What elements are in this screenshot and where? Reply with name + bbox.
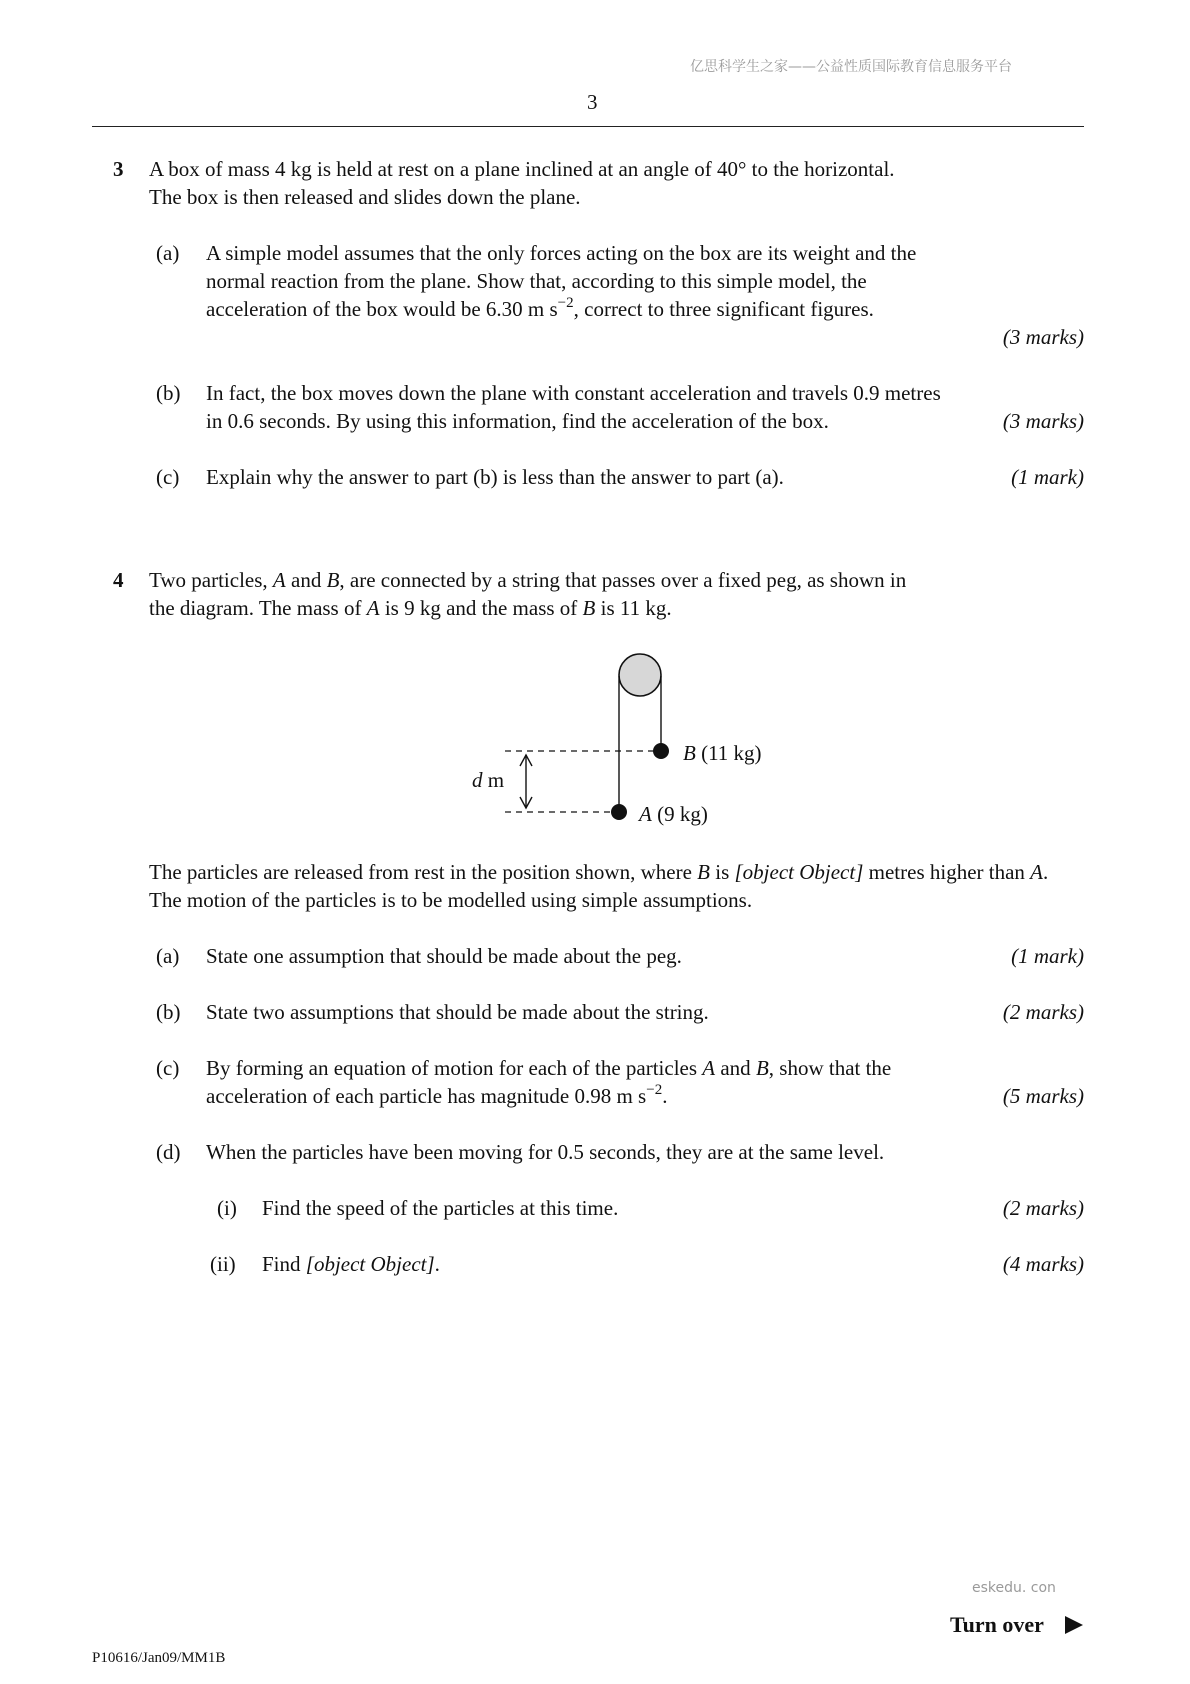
q3a-line3: acceleration of the box would be 6.30 m $s^{-2}$, correct to three significant figures.	[206, 295, 874, 321]
q4dii-marks: (4 marks)	[1002, 1252, 1084, 1276]
q3a-marks: (3 marks)	[1002, 325, 1084, 349]
particle-a	[611, 804, 627, 820]
q4c-line2: acceleration of each particle has magnitude 0.98 m $s^{-2}$.	[206, 1082, 668, 1108]
q3b-line2: in 0.6 seconds. By using this information, find the acceleration of the box.	[206, 409, 829, 433]
q4-after-line2: The motion of the particles is to be modelled using simple assumptions.	[149, 888, 753, 912]
q3b-line1: In fact, the box moves down the plane with constant acceleration and travels 0.9 metres	[206, 381, 941, 405]
q4dii-label: (ii)	[210, 1252, 236, 1276]
q4di-label: (i)	[217, 1196, 237, 1220]
q3b-label: (b)	[156, 381, 181, 405]
diagram-a-label: A (9 kg)	[639, 802, 708, 826]
q4c-line1: By forming an equation of motion for each of the particles A and B, show that the	[206, 1056, 892, 1080]
turn-over-text: Turn over	[950, 1612, 1044, 1637]
page-number: 3	[587, 90, 598, 114]
turn-over-arrow-icon	[1063, 1614, 1085, 1636]
paper-code: P10616/Jan09/MM1B	[92, 1650, 226, 1666]
q4-stem-line2: the diagram. The mass of A is 9 kg and the mass of B is 11 kg.	[149, 596, 672, 620]
q3c-line1: Explain why the answer to part (b) is less than the answer to part (a).	[206, 465, 784, 489]
q4a-marks: (1 mark)	[1011, 944, 1084, 968]
diagram-b-label: B (11 kg)	[683, 741, 762, 765]
q3a-line1: A simple model assumes that the only forces acting on the box are its weight and the	[206, 241, 917, 265]
diagram-d-label: d m	[472, 768, 505, 792]
q4-stem-line1: Two particles, A and B, are connected by a string that passes over a fixed peg, as shown in	[149, 568, 907, 592]
q3-stem-line2: The box is then released and slides down the plane.	[149, 185, 581, 209]
q4d-line1: When the particles have been moving for 0.5 seconds, they are at the same level.	[206, 1140, 885, 1164]
watermark-text: 亿思科学生之家——公益性质国际教育信息服务平台	[690, 59, 1012, 75]
q3a-line2: normal reaction from the plane. Show that, according to this simple model, the	[206, 269, 867, 293]
q4-after-line1: The particles are released from rest in the position shown, where B is [object Object] metres higher than A.	[149, 860, 1049, 884]
q3a-label: (a)	[156, 241, 180, 265]
footer-site-text: eskedu. con	[972, 1580, 1056, 1596]
q4di-text: Find the speed of the particles at this time.	[262, 1196, 619, 1220]
q4di-marks: (2 marks)	[1002, 1196, 1084, 1220]
q3c-marks: (1 mark)	[1011, 465, 1084, 489]
q4c-marks: (5 marks)	[1002, 1084, 1084, 1108]
q4b-line1: State two assumptions that should be made about the string.	[206, 1000, 709, 1024]
peg-circle	[619, 654, 661, 696]
q4b-label: (b)	[156, 1000, 181, 1024]
q4b-marks: (2 marks)	[1002, 1000, 1084, 1024]
q4dii-text: Find [object Object].	[262, 1252, 440, 1276]
q3-stem-line1: A box of mass 4 kg is held at rest on a plane inclined at an angle of 40° to the horizontal.	[149, 157, 895, 181]
question-4-number: 4	[113, 568, 124, 592]
q4d-label: (d)	[156, 1140, 181, 1164]
question-3-number: 3	[113, 157, 124, 181]
particle-b	[653, 743, 669, 759]
q4a-line1: State one assumption that should be made about the peg.	[206, 944, 682, 968]
q3b-marks: (3 marks)	[1002, 409, 1084, 433]
q4c-label: (c)	[156, 1056, 180, 1080]
q4a-label: (a)	[156, 944, 180, 968]
q3c-label: (c)	[156, 465, 180, 489]
